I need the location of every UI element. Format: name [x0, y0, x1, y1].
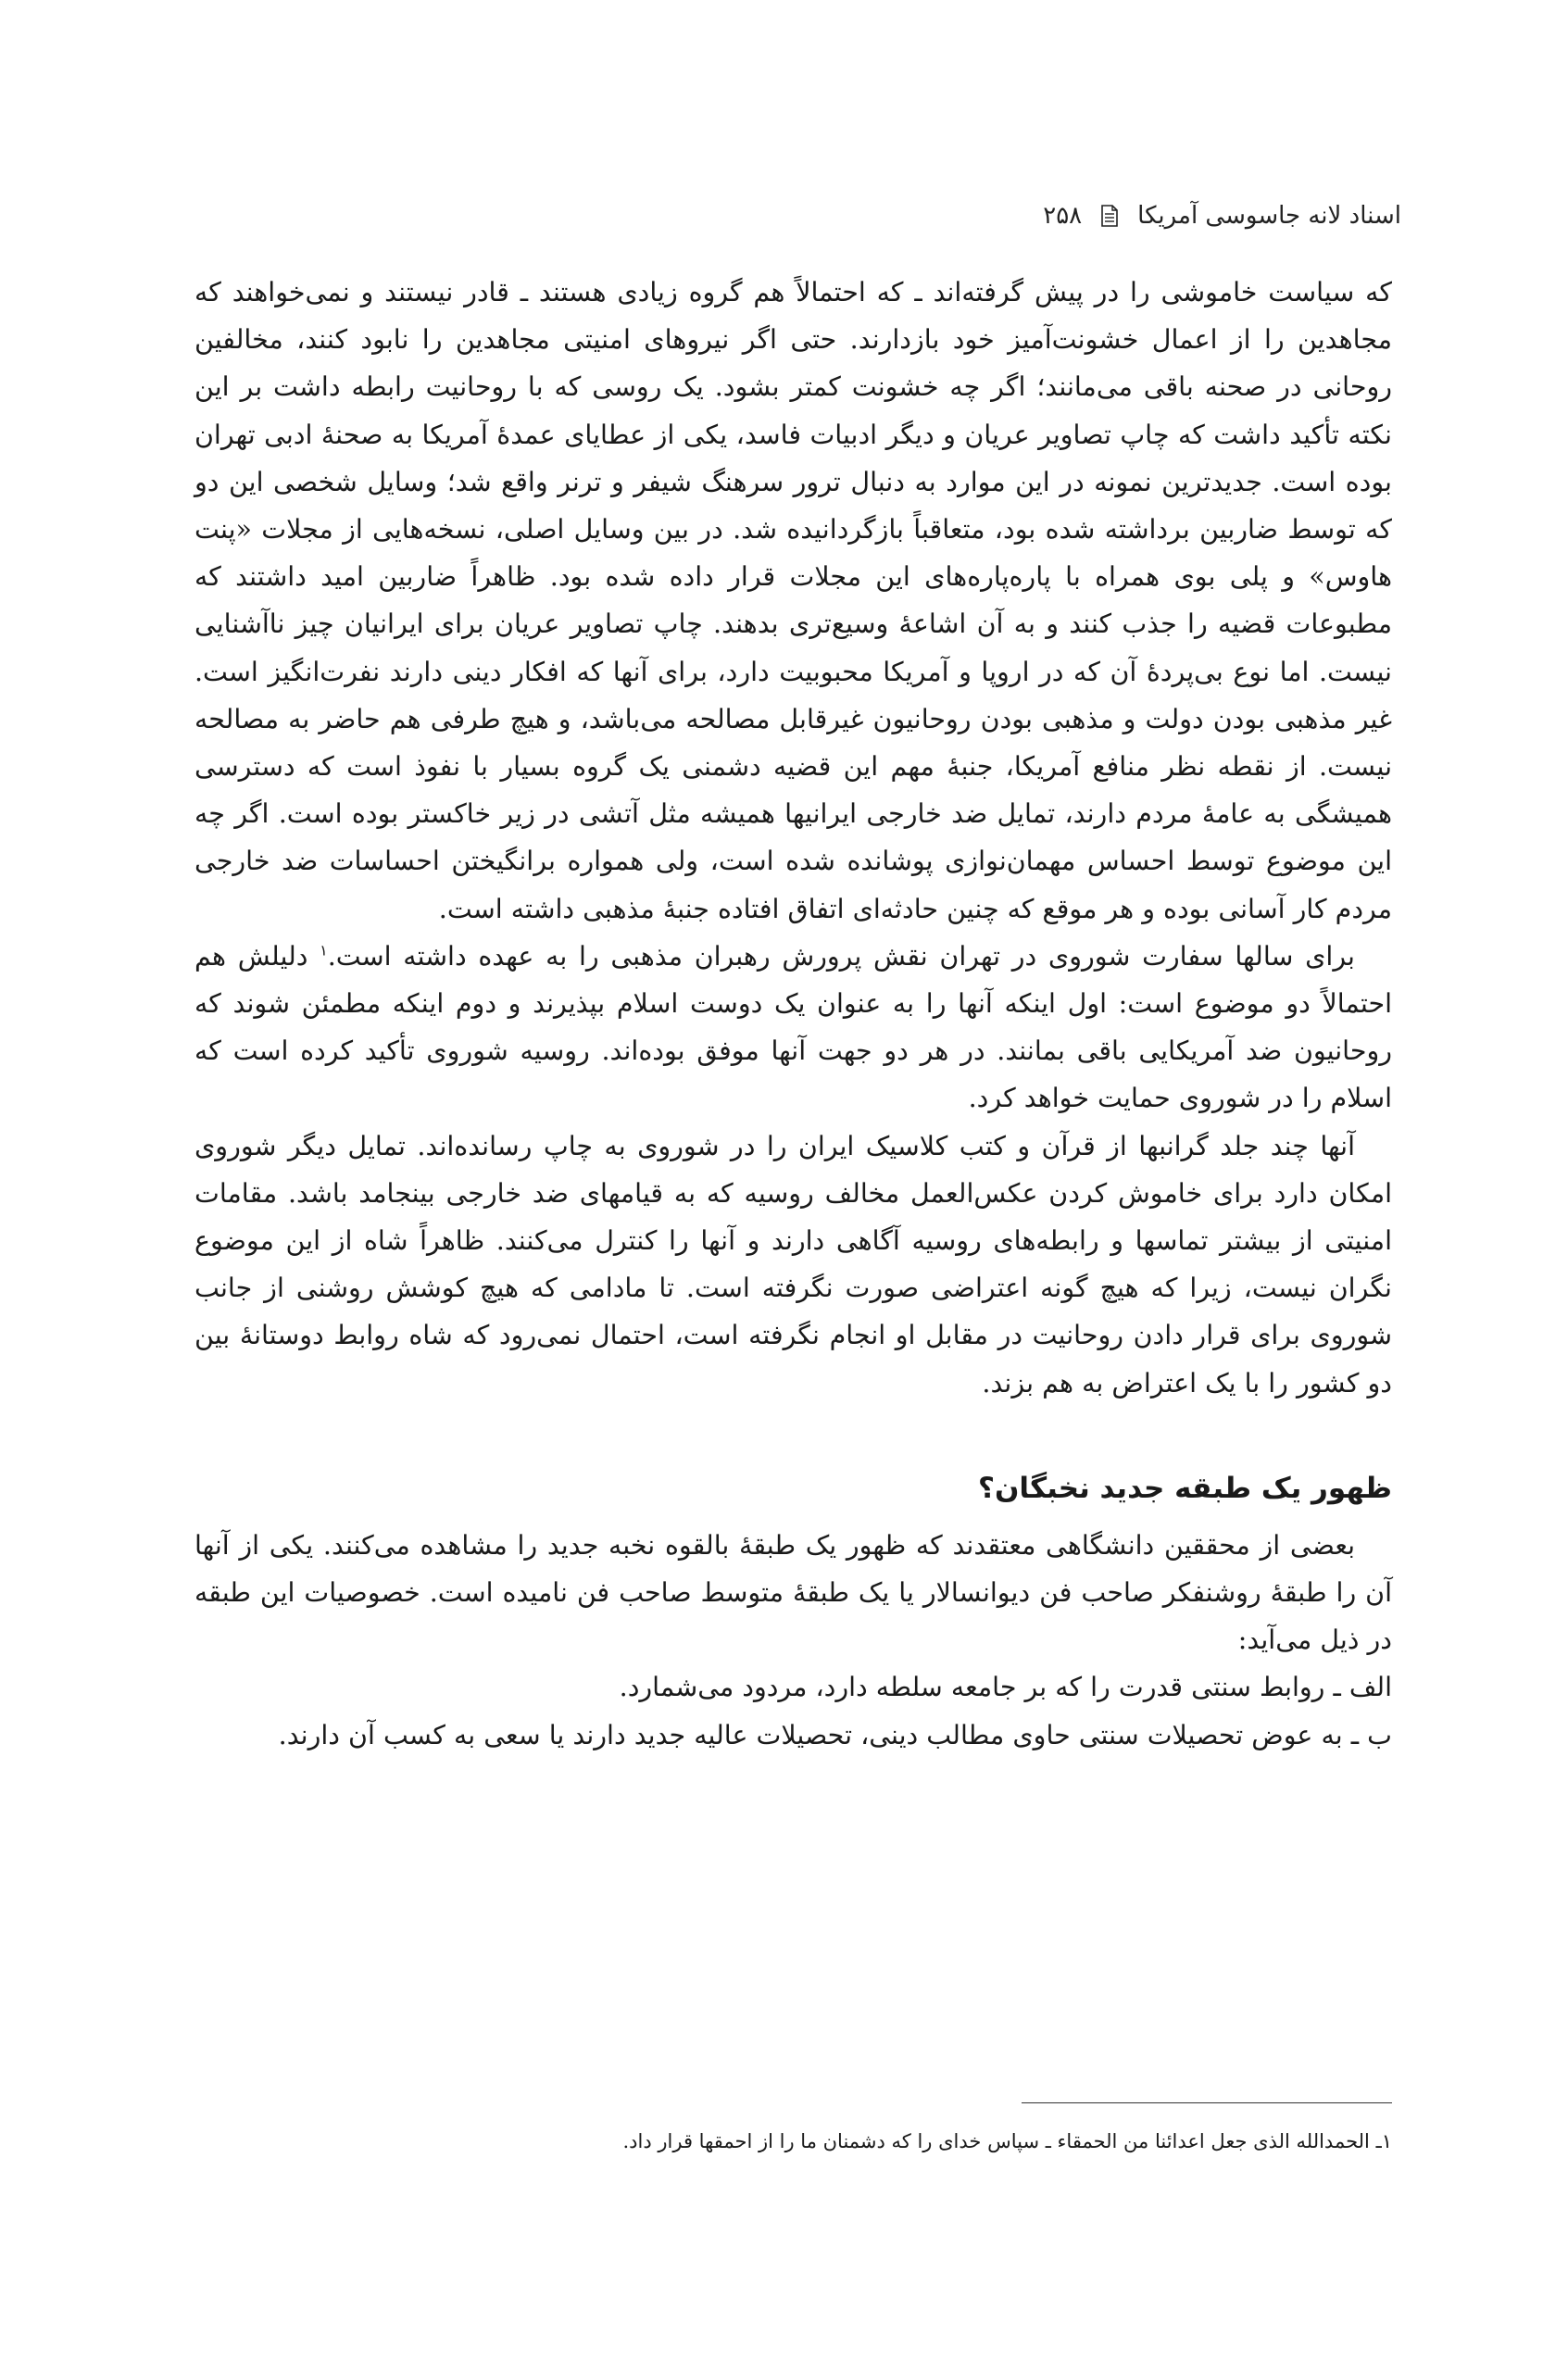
footnote: ۱ـ الحمدالله الذی جعل اعدائنا من الحمقاء ـ سپاس خدای را که دشمنان ما را از احمقها قرار داد. [622, 2130, 1392, 2152]
document-icon [1098, 204, 1121, 228]
paragraph-1: که سیاست خاموشی را در پیش گرفته‌اند ـ که احتمالاً هم گروه زیادی هستند ـ قادر نیستند و نمی‌خواهند که مجاهدین را از اعمال خشونت‌آمیز خود بازدارند. حتی اگر نیروهای امنیتی مجاهدین را نابود کنند، مخالفین روحانی در صحنه باقی می‌مانند؛ اگر چه خشونت کمتر بشود. یک روسی که با روحانیت رابطه داشت بر این نکته تأکید داشت که چاپ تصاویر عریان و دیگر ادبیات فاسد، یکی از عطایای عمدهٔ آمریکا به صحنهٔ ادبی تهران بوده است. جدیدترین نمونه در این موارد به دنبال ترور سرهنگ شیفر و ترنر واقع شد؛ وسایل شخصی این دو که توسط ضاربین برداشته شده بود، متعاقباً بازگردانیده شد. در بین وسایل اصلی، نسخه‌هایی از مجلات «پنت هاوس» و پلی بوی همراه با پاره‌پاره‌های این مجلات قرار داده شده بود. ظاهراً ضاربین امید داشتند که مطبوعات قضیه را جذب کنند و به آن اشاعهٔ وسیع‌تری بدهند. چاپ تصاویر عریان برای ایرانیان چیز ناآشنایی نیست. اما نوع بی‌پردهٔ آن که در اروپا و آمریکا محبوبیت دارد، برای آنها که افکار دینی دارند نفرت‌انگیز است. غیر مذهبی بودن دولت و مذهبی بودن روحانیون غیرقابل مصالحه می‌باشد، و هیچ طرفی هم حاضر به مصالحه نیست. از نقطه نظر منافع آمریکا، جنبهٔ مهم این قضیه دشمنی یک گروه بسیار با نفوذ است که دسترسی همیشگی به عامهٔ مردم دارند، تمایل ضد خارجی ایرانیها همیشه مثل آتشی در زیر خاکستر بوده است. اگر چه این موضوع توسط احساس مهمان‌نوازی پوشانده شده است، ولی همواره برانگیختن احساسات ضد خارجی مردم کار آسانی بوده و هر موقع که چنین حادثه‌ای اتفاق افتاده جنبهٔ مذهبی داشته است. [194, 277, 1392, 924]
paragraph-3: آنها چند جلد گرانبها از قرآن و کتب کلاسیک ایران را در شوروی به چاپ رسانده‌اند. تمایل دیگر شوروی امکان دارد برای خاموش کردن عکس‌العمل مخالف روسیه که به قیامهای ضد خارجی بینجامد باشد. مقامات امنیتی از بیشتر تماسها و رابطه‌های روسیه آگاهی دارند و آنها را کنترل می‌کنند. ظاهراً شاه از این موضوع نگران نیست، زیرا که هیچ گونه اعتراضی صورت نگرفته است. تا مادامی که هیچ کوشش روشنی از جانب شوروی برای قرار دادن روحانیت در مقابل او انجام نگرفته است، احتمال نمی‌رود که شاه روابط دوستانهٔ بین دو کشور را با یک اعتراض به هم بزند. [194, 1130, 1392, 1399]
paragraph-2 [194, 933, 1392, 1123]
page-number: ۲۵۸ [1043, 202, 1083, 230]
footnote-divider [1022, 2102, 1392, 2103]
paragraph-4: بعضی از محققین دانشگاهی معتقدند که ظهور یک طبقهٔ بالقوه نخبه جدید را مشاهده می‌کنند. یکی از آنها آن را طبقهٔ روشنفکر صاحب فن دیوانسالار یا یک طبقهٔ متوسط صاحب فن نامیده است. خصوصیات این طبقه در ذیل می‌آید: [194, 1529, 1392, 1656]
paragraph-2-continuation: دلیلش هم احتمالاً دو موضوع است: اول اینکه آنها را به عنوان یک دوست اسلام بپذیرند و دوم اینکه مطمئن شوند که روحانیون ضد آمریکایی باقی بمانند. در هر دو جهت آنها موفق بوده‌اند. روسیه شوروی تأکید کرده است که اسلام را در شوروی حمایت خواهد کرد. [194, 940, 1392, 1114]
footnote-marker: ۱ [320, 941, 328, 960]
body-text [194, 269, 1392, 1759]
section-title: ظهور یک طبقه جدید نخبگان؟ [977, 1471, 1392, 1505]
page-header [167, 193, 1401, 239]
paragraph-2-text: برای سالها سفارت شوروی در تهران نقش پرورش رهبران مذهبی را به عهده داشته است. [327, 940, 1355, 972]
list-item-alef: الف ـ روابط سنتی قدرت را که بر جامعه سلطه دارد، مردود می‌شمارد. [619, 1672, 1392, 1703]
header-title: اسناد لانه جاسوسی آمریکا [1137, 202, 1401, 230]
list-item-be: ب ـ به عوض تحصیلات سنتی حاوی مطالب دینی، تحصیلات عالیه جدید دارند یا سعی به کسب آن دارند. [278, 1719, 1392, 1750]
